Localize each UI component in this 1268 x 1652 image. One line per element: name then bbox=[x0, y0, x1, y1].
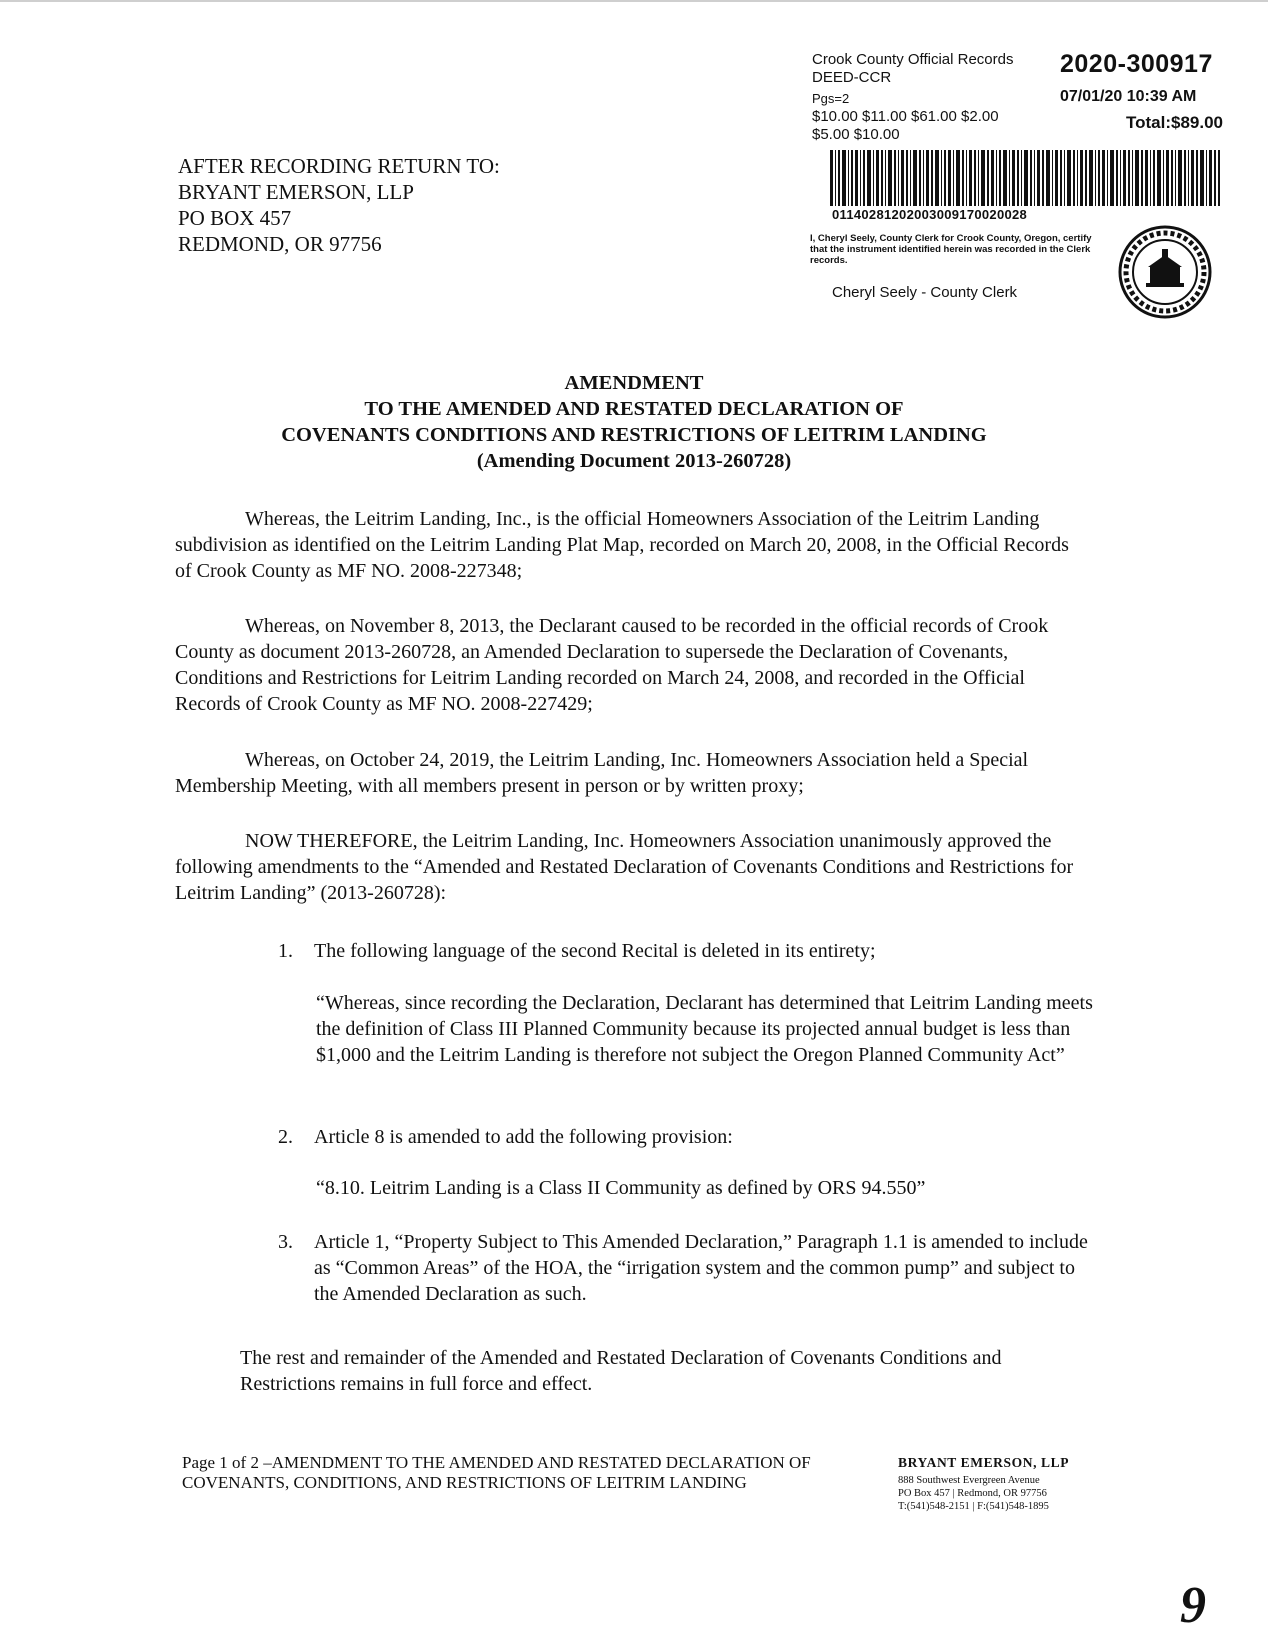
page-top-edge bbox=[0, 0, 1268, 2]
amendment-number: 3. bbox=[278, 1231, 293, 1253]
return-address-line-3: PO BOX 457 bbox=[178, 206, 292, 230]
return-address-line-1: AFTER RECORDING RETURN TO: bbox=[178, 154, 500, 178]
firm-address-line-2: PO Box 457 | Redmond, OR 97756 bbox=[898, 1488, 1047, 1499]
barcode-icon bbox=[830, 150, 1220, 206]
document-type: DEED-CCR bbox=[812, 69, 892, 86]
recital-paragraph-3: Whereas, on October 24, 2019, the Leitrim Landing, Inc. Homeowners Association held a Special Membership Meeting, with all members present in person or by written proxy; bbox=[175, 749, 1029, 797]
title-line-1: AMENDMENT bbox=[564, 372, 704, 394]
amendment-number: 1. bbox=[278, 940, 293, 962]
firm-block bbox=[898, 1455, 1098, 1513]
title-line-4: (Amending Document 2013-260728) bbox=[476, 450, 792, 472]
recital-paragraph-1: Whereas, the Leitrim Landing, Inc., is the official Homeowners Association of the Leitrim Landing subdivision as identified on the Leitrim Landing Plat Map, recorded on March 20, 2008, in the Official Records of Crook County as MF NO. 2008-227348; bbox=[175, 508, 1069, 582]
record-datetime: 07/01/20 10:39 AM bbox=[1060, 88, 1197, 105]
county-seal-icon bbox=[1118, 225, 1212, 319]
return-address-line-4: REDMOND, OR 97756 bbox=[178, 232, 382, 256]
added-provision-quote: “8.10. Leitrim Landing is a Class II Community as defined by ORS 94.550” bbox=[316, 1177, 926, 1199]
firm-name: BRYANT EMERSON, LLP bbox=[898, 1455, 1070, 1470]
record-number: 2020-300917 bbox=[1060, 50, 1213, 78]
return-address-line-2: BRYANT EMERSON, LLP bbox=[178, 180, 414, 204]
clerk-certification: I, Cheryl Seely, County Clerk for Crook County, Oregon, certify that the instrument identified herein was recorded in the Clerk records. bbox=[810, 233, 1092, 266]
amendment-text: Article 1, “Property Subject to This Amended Declaration,” Paragraph 1.1 is amended to include as “Common Areas” of the HOA, the “irrigation system and the common pump” and subject to the Amended Declaration as such. bbox=[314, 1231, 1088, 1305]
barcode-number: 01140281202003009170020028 bbox=[832, 207, 1028, 222]
amendment-item-3 bbox=[278, 1229, 1098, 1319]
amendment-text: Article 8 is amended to add the following provision: bbox=[314, 1126, 733, 1148]
record-total: Total:$89.00 bbox=[1126, 113, 1224, 132]
amendment-item-2 bbox=[278, 1124, 1098, 1154]
firm-phone: T:(541)548-2151 | F:(541)548-1895 bbox=[898, 1501, 1049, 1512]
page-count: Pgs=2 bbox=[812, 91, 850, 106]
closing-paragraph: The rest and remainder of the Amended and Restated Declaration of Covenants Conditions and Restrictions remains in full force and effect. bbox=[240, 1347, 1002, 1395]
amendment-number: 2. bbox=[278, 1126, 293, 1148]
page-footer-label: Page 1 of 2 –AMENDMENT TO THE AMENDED AND RESTATED DECLARATION OF COVENANTS, CONDITIONS, AND RESTRICTIONS OF LEITRIM LANDING bbox=[182, 1453, 811, 1492]
title-line-3: COVENANTS CONDITIONS AND RESTRICTIONS OF LEITRIM LANDING bbox=[281, 424, 987, 446]
clerk-name: Cheryl Seely - County Clerk bbox=[832, 284, 1018, 301]
resolution-paragraph: NOW THEREFORE, the Leitrim Landing, Inc. Homeowners Association unanimously approved the following amendments to the “Amended and Restated Declaration of Covenants Conditions and Restrictions for Leitrim Landing” (2013-260728): bbox=[175, 830, 1074, 904]
fees-line-1: $10.00 $11.00 $61.00 $2.00 bbox=[812, 108, 999, 125]
document-title bbox=[0, 370, 1268, 474]
recital-paragraph-2: Whereas, on November 8, 2013, the Declarant caused to be recorded in the official records of Crook County as document 2013-260728, an Amended Declaration to supersede the Declaration of Covenants, Conditions and Restrictions for Leitrim Landing recorded on March 24, 2008, and recorded in the Official Records of Crook County as MF NO. 2008-227429; bbox=[175, 615, 1049, 715]
return-address bbox=[178, 153, 500, 257]
deleted-recital-quote: “Whereas, since recording the Declaration, Declarant has determined that Leitrim Landing meets the definition of Class III Planned Community because its projected annual budget is less than $1,000 and the Leitrim Landing is therefore not subject the Oregon Planned Community Act” bbox=[316, 992, 1093, 1066]
handwritten-page-mark: 9 bbox=[1180, 1577, 1206, 1634]
recording-office: Crook County Official Records bbox=[812, 51, 1014, 68]
title-line-2: TO THE AMENDED AND RESTATED DECLARATION OF bbox=[364, 398, 904, 420]
firm-address-line-1: 888 Southwest Evergreen Avenue bbox=[898, 1475, 1040, 1486]
amendment-text: The following language of the second Recital is deleted in its entirety; bbox=[314, 940, 876, 962]
amendment-item-1 bbox=[278, 938, 1098, 968]
fees-line-2: $5.00 $10.00 bbox=[812, 126, 900, 143]
